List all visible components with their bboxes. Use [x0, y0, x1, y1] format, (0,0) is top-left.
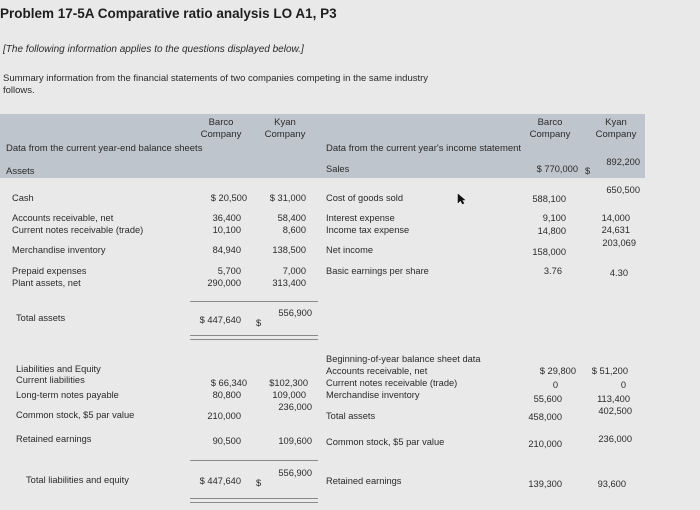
current-liab-kyan: $102,300	[269, 378, 308, 388]
sales-kyan: 892,200	[606, 157, 640, 167]
eps-barco: 3.76	[543, 266, 562, 276]
inventory-kyan: 138,500	[272, 245, 306, 255]
cash-barco: $ 20,500	[210, 193, 247, 203]
row-label-boy-retained: Retained earnings	[326, 476, 402, 486]
row-label-boy-common-stock: Common stock, $5 par value	[326, 437, 445, 447]
right-section-title: Data from the current year's income statement	[326, 143, 522, 154]
boy-retained-kyan: 93,600	[597, 479, 626, 489]
right-col-kyan-line2: Company	[595, 129, 637, 140]
interest-kyan: 14,000	[601, 213, 630, 223]
retained-barco: 90,500	[212, 436, 241, 446]
plant-kyan: 313,400	[272, 278, 306, 288]
subtotal-line-2	[190, 460, 318, 461]
lt-notes-kyan: 109,000	[272, 390, 306, 400]
net-income-barco: 158,000	[532, 247, 566, 257]
cogs-barco: 588,100	[532, 194, 566, 204]
boy-common-stock-barco: 210,000	[528, 439, 562, 449]
boy-header: Beginning-of-year balance sheet data	[326, 354, 481, 364]
row-label-total-le: Total liabilities and equity	[26, 475, 129, 485]
boy-notes-barco: 0	[552, 380, 558, 390]
row-label-common-stock: Common stock, $5 par value	[16, 410, 135, 420]
inventory-barco: 84,940	[212, 245, 241, 255]
liab-header: Liabilities and Equity	[16, 364, 101, 374]
left-section-title: Data from the current year-end balance sheets	[6, 143, 203, 154]
common-stock-kyan: 236,000	[278, 402, 312, 412]
boy-inventory-barco: 55,600	[533, 394, 562, 404]
net-income-kyan: 203,069	[602, 238, 636, 248]
boy-total-assets-barco: 458,000	[528, 412, 562, 422]
row-label-total-assets: Total assets	[16, 313, 66, 323]
cogs-kyan: 650,500	[606, 185, 640, 195]
eps-kyan: 4.30	[609, 268, 628, 278]
prepaid-barco: 5,700	[217, 266, 241, 276]
common-stock-barco: 210,000	[207, 411, 241, 421]
boy-total-assets-kyan: 402,500	[598, 406, 632, 416]
retained-kyan: 109,600	[278, 436, 312, 446]
row-label-boy-total-assets: Total assets	[326, 411, 376, 421]
row-label-inventory: Merchandise inventory	[12, 245, 106, 255]
row-label-boy-notes: Current notes receivable (trade)	[326, 378, 458, 388]
interest-barco: 9,100	[542, 213, 566, 223]
total-assets-barco: $ 447,640	[199, 315, 241, 325]
total-assets-kyan: 556,900	[278, 308, 312, 318]
total-le-barco: $ 447,640	[199, 476, 241, 486]
row-label-notes: Current notes receivable (trade)	[12, 225, 144, 235]
notes-barco: 10,100	[212, 225, 241, 235]
total-le-kyan-dollar: $	[256, 478, 262, 488]
income-tax-barco: 14,800	[537, 226, 566, 236]
left-col-kyan-line2: Company	[264, 129, 306, 140]
row-label-cogs: Cost of goods sold	[326, 193, 404, 203]
row-label-income-tax: Income tax expense	[326, 225, 410, 235]
row-label-interest: Interest expense	[326, 213, 395, 223]
income-tax-kyan: 24,631	[601, 225, 630, 235]
ar-barco: 36,400	[212, 213, 241, 223]
right-col-barco-line1: Barco	[537, 117, 563, 128]
boy-common-stock-kyan: 236,000	[598, 434, 632, 444]
double-line-2b	[190, 502, 318, 503]
note-text: [The following information applies to the questions displayed below.]	[3, 44, 304, 55]
prepaid-kyan: 7,000	[282, 266, 306, 276]
boy-inventory-kyan: 113,400	[597, 394, 630, 404]
sales-barco: $ 770,000	[536, 164, 578, 174]
double-line-2a	[190, 498, 318, 499]
right-col-barco-line2: Company	[529, 129, 571, 140]
sales-kyan-dollar: $	[585, 166, 591, 176]
intro-line-2: follows.	[3, 85, 35, 96]
row-label-net-income: Net income	[326, 245, 374, 255]
total-assets-kyan-dollar: $	[256, 318, 262, 328]
double-line-1b	[190, 339, 318, 340]
row-label-sales: Sales	[326, 164, 350, 174]
row-label-retained: Retained earnings	[16, 434, 92, 444]
row-label-boy-ar: Accounts receivable, net	[326, 366, 428, 376]
row-label-ar: Accounts receivable, net	[12, 213, 114, 223]
left-col-kyan-line1: Kyan	[274, 117, 296, 128]
subtotal-line	[190, 301, 318, 302]
lt-notes-barco: 80,800	[212, 390, 241, 400]
row-label-prepaid: Prepaid expenses	[12, 266, 87, 276]
row-label-eps: Basic earnings per share	[326, 266, 429, 276]
boy-ar-barco: $ 29,800	[539, 366, 576, 376]
page-title: Problem 17-5A Comparative ratio analysis LO A1, P3	[0, 6, 337, 21]
cash-kyan: $ 31,000	[269, 193, 306, 203]
boy-notes-kyan: 0	[620, 380, 626, 390]
notes-kyan: 8,600	[282, 225, 306, 235]
row-label-boy-inventory: Merchandise inventory	[326, 390, 420, 400]
assets-label: Assets	[6, 166, 35, 177]
row-label-plant: Plant assets, net	[12, 278, 81, 288]
row-label-cash: Cash	[12, 193, 34, 203]
total-le-kyan: 556,900	[278, 468, 312, 478]
boy-ar-kyan: $ 51,200	[591, 366, 628, 376]
ar-kyan: 58,400	[277, 213, 306, 223]
left-col-barco-line1: Barco	[208, 117, 234, 128]
mouse-cursor-icon	[457, 193, 466, 205]
double-line-1a	[190, 335, 318, 336]
plant-barco: 290,000	[207, 278, 241, 288]
left-col-barco-line2: Company	[200, 129, 242, 140]
intro-line-1: Summary information from the financial statements of two companies competing in the same industry	[3, 73, 429, 84]
current-liab-barco: $ 66,340	[210, 378, 247, 388]
right-col-kyan-line1: Kyan	[605, 117, 627, 128]
boy-retained-barco: 139,300	[528, 479, 562, 489]
row-label-lt-notes: Long-term notes payable	[16, 390, 119, 400]
row-label-current-liab: Current liabilities	[16, 375, 85, 385]
